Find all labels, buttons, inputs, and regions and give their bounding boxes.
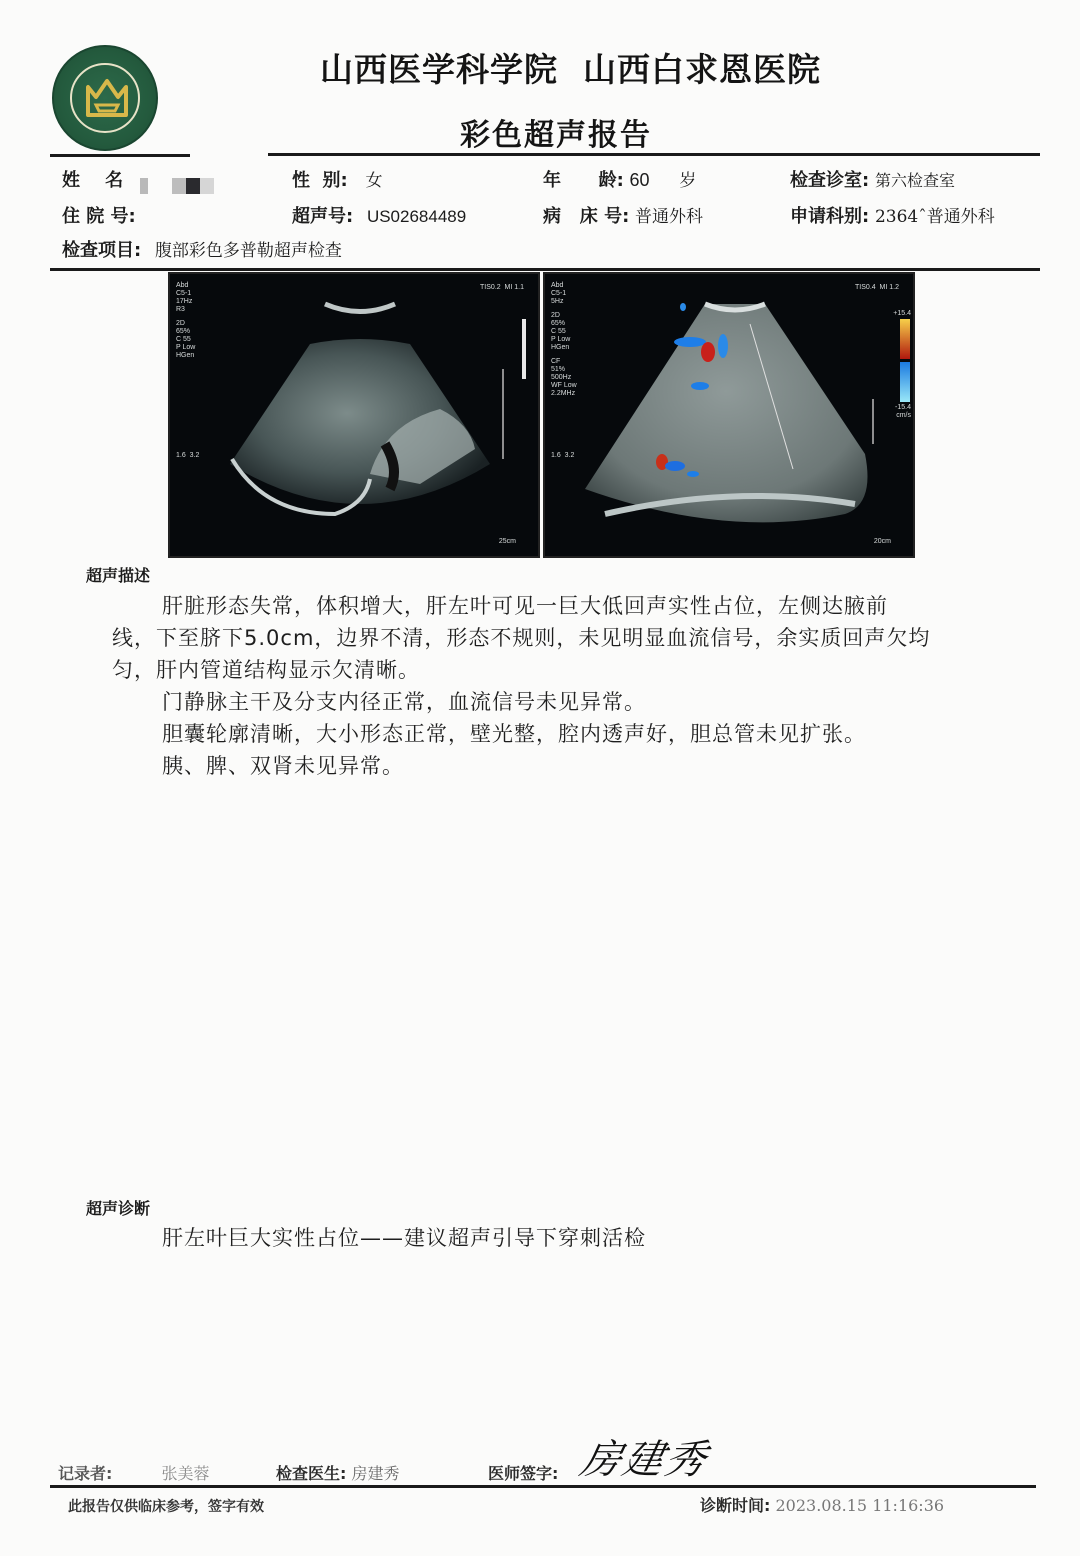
room-value: 第六检查室	[874, 171, 955, 190]
ultrasound-no-field	[292, 202, 466, 228]
exam-label: 检查项目:	[62, 240, 142, 261]
signature-label: 医师签字:	[488, 1464, 559, 1483]
overlay-line: C 55	[176, 336, 191, 343]
description-line: 线，下至脐下5.0cm，边界不清，形态不规则，未见明显血流信号，余实质回声欠均	[112, 626, 931, 650]
doppler-depth: 20cm	[873, 538, 891, 545]
us-no-value: US02684489	[366, 207, 467, 226]
room-label: 检查诊室:	[790, 170, 870, 191]
doctor-field	[276, 1461, 400, 1484]
overlay-line: 500Hz	[551, 374, 572, 381]
description-line: 肝脏形态失常，体积增大，肝左叶可见一巨大低回声实性占位，左侧达腋前	[162, 594, 888, 618]
overlay-line: 5Hz	[551, 298, 564, 305]
us-no-label: 超声号:	[292, 206, 354, 227]
overlay-line: HGen	[176, 352, 195, 359]
disclaimer: 此报告仅供临床参考，签字有效	[68, 1499, 264, 1515]
exam-room-field	[790, 166, 955, 192]
diagnosis-time-field	[700, 1493, 944, 1516]
bmode-params	[176, 282, 195, 360]
inpatient-no-field	[62, 202, 136, 228]
crown-icon	[82, 75, 132, 125]
handwritten-signature: 房建秀	[576, 1437, 713, 1483]
header-rule-right	[268, 153, 1040, 156]
header-rule-left	[50, 154, 190, 157]
signature-field	[488, 1461, 558, 1484]
overlay-line: WF Low	[551, 382, 577, 389]
ultrasound-image-doppler	[543, 272, 915, 558]
hospital-logo	[52, 45, 158, 151]
color-scale-top: +15.4	[893, 310, 911, 317]
description-line: 胆囊轮廓清晰，大小形态正常，壁光整，腔内透声好，胆总管未见扩张。	[162, 722, 866, 746]
doctor-value: 房建秀	[351, 1464, 400, 1483]
recorder-value: 张美蓉	[161, 1464, 210, 1483]
age-unit: 岁	[679, 171, 697, 191]
footer-rule	[50, 1485, 1036, 1488]
age-value: 60	[629, 170, 650, 190]
overlay-line: Abd	[176, 282, 189, 289]
doppler-bottom-left: 1.6 3.2	[551, 452, 575, 459]
overlay-line: 51%	[551, 366, 566, 373]
age-label: 年 龄:	[543, 170, 624, 191]
time-value: 2023.08.15 11:16:36	[775, 1496, 945, 1515]
patient-name-field	[62, 166, 123, 192]
description-line: 门静脉主干及分支内径正常，血流信号未见异常。	[162, 690, 646, 714]
age-field	[543, 166, 696, 192]
hospital-name: 山西医学科学院 山西白求恩医院	[320, 50, 821, 89]
description-line: 匀，肝内管道结构显示欠清晰。	[112, 658, 420, 682]
overlay-line: C 55	[551, 328, 566, 335]
color-scale-bottom: -15.4	[895, 404, 911, 411]
color-scale-unit: cm/s	[896, 412, 911, 419]
description-body	[112, 590, 1012, 782]
overlay-line: C5-1	[551, 290, 567, 297]
gender-label: 性 别:	[292, 170, 348, 191]
gender-field	[292, 166, 382, 192]
overlay-line: Abd	[551, 282, 564, 289]
doppler-tis-mi: TIS0.4 MI 1.2	[855, 284, 899, 291]
dept-value: 2364ˆ普通外科	[874, 207, 995, 227]
overlay-line: 2D	[176, 320, 185, 327]
overlay-line: P Low	[176, 344, 196, 351]
overlay-line: 65%	[551, 320, 566, 327]
time-label: 诊断时间:	[700, 1496, 771, 1515]
info-rule	[50, 268, 1040, 271]
description-line: 胰、脾、双肾未见异常。	[162, 754, 404, 778]
bmode-scan-graphic	[170, 274, 540, 558]
exam-item-field	[62, 236, 342, 262]
redacted-name	[140, 178, 230, 194]
bmode-depth: 25cm	[498, 538, 516, 545]
recorder-label: 记录者:	[58, 1464, 113, 1483]
doppler-scan-graphic	[545, 274, 915, 558]
overlay-line: C5-1	[176, 290, 192, 297]
bed-no-field	[543, 202, 703, 228]
overlay-line: 2.2MHz	[551, 390, 576, 397]
request-dept-field	[790, 202, 995, 228]
exam-value: 腹部彩色多普勒超声检查	[154, 241, 342, 261]
doctor-label: 检查医生:	[276, 1464, 347, 1483]
overlay-line: P Low	[551, 336, 571, 343]
description-heading: 超声描述	[86, 566, 151, 585]
overlay-line: 65%	[176, 328, 191, 335]
ultrasound-image-bmode	[168, 272, 540, 558]
gender-value: 女	[365, 171, 383, 191]
overlay-line: R3	[176, 306, 185, 313]
bed-label: 病 床 号:	[543, 206, 630, 227]
overlay-line: CF	[551, 358, 561, 365]
bmode-tis-mi: TIS0.2 MI 1.1	[480, 284, 524, 291]
overlay-line: 2D	[551, 312, 560, 319]
bmode-bottom-left: 1.6 3.2	[176, 452, 200, 459]
inpatient-label: 住 院 号:	[62, 206, 136, 227]
overlay-line: 17Hz	[176, 298, 193, 305]
doppler-params	[551, 282, 577, 398]
dept-label: 申请科别:	[790, 206, 870, 227]
diagnosis-text: 肝左叶巨大实性占位——建议超声引导下穿刺活检	[162, 1226, 646, 1250]
recorder-field	[58, 1461, 210, 1484]
bed-value: 普通外科	[635, 207, 703, 227]
diagnosis-heading: 超声诊断	[86, 1199, 151, 1218]
report-title: 彩色超声报告	[460, 118, 652, 153]
name-label: 姓 名	[62, 170, 124, 191]
overlay-line: HGen	[551, 344, 570, 351]
